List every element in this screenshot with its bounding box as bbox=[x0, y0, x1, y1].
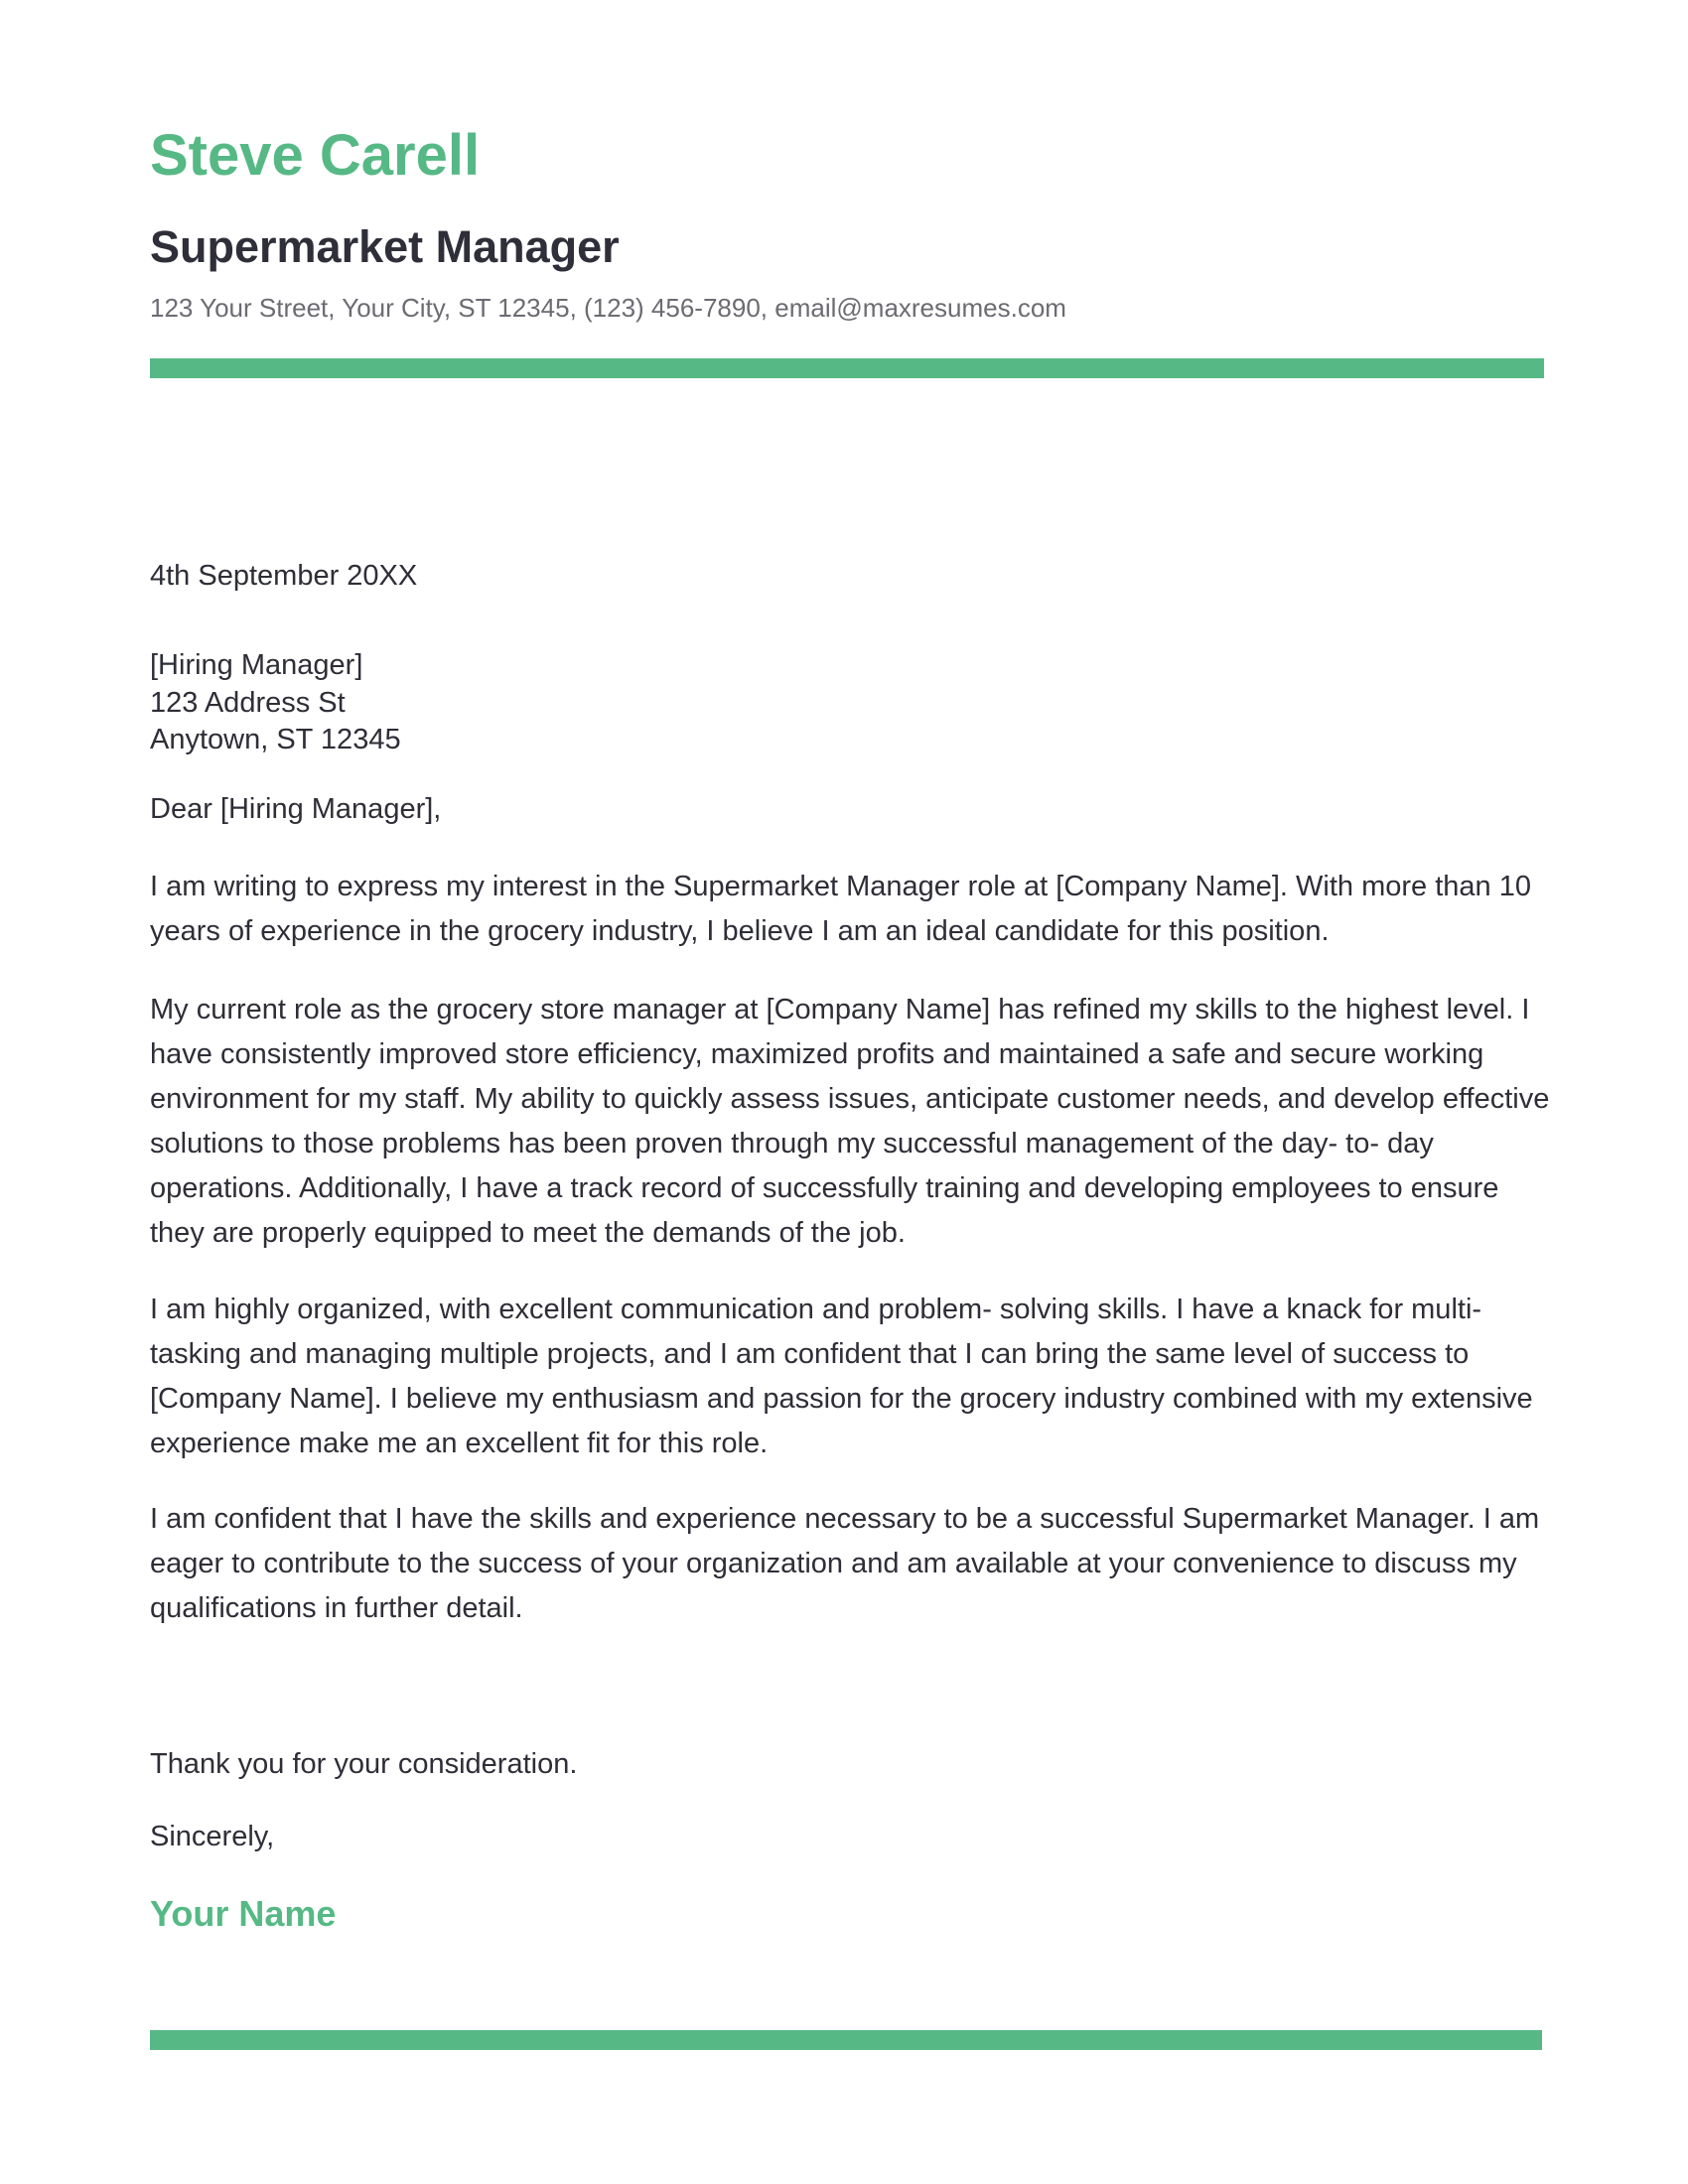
body-paragraph-2: My current role as the grocery store manager at [Company Name] has refined my skills to the highest level. I have consistently improved store efficiency, maximized profits and maintained a safe and secure working environment for my staff. My ability to quickly assess issues, anticipate customer needs, and develop effective solutions to those problems has been proven through my successful management of the day- to- day operations. Additionally, I have a track record of successfully training and developing employees to ensure they are properly equipped to meet the demands of the job. bbox=[150, 994, 1550, 1249]
body-paragraph-3: I am highly organized, with excellent communication and problem- solving skills. I have a knack for multi-tasking and managing multiple projects, and I am confident that I can bring the same level of success to [Company Name]. I believe my enthusiasm and passion for the grocery industry combined with my extensive experience make me an excellent fit for this role. bbox=[150, 1294, 1533, 1459]
thanks-line: Thank you for your consideration. bbox=[150, 1748, 578, 1780]
recipient-block bbox=[150, 647, 1550, 759]
closing-line: Sincerely, bbox=[150, 1821, 275, 1852]
recipient-address-line1: 123 Address St bbox=[150, 686, 346, 719]
body-paragraph-1: I am writing to express my interest in the Supermarket Manager role at [Company Name]. With more than 10 years of experience in the grocery industry, I believe I am an ideal candidate for this position. bbox=[150, 871, 1531, 947]
recipient-address-line2: Anytown, ST 12345 bbox=[150, 724, 401, 755]
job-title: Supermarket Manager bbox=[150, 221, 620, 272]
signature-name: Your Name bbox=[150, 1893, 337, 1934]
contact-info: 123 Your Street, Your City, ST 12345, (123) 456-7890, email@maxresumes.com bbox=[150, 293, 1066, 323]
salutation: Dear [Hiring Manager], bbox=[150, 793, 442, 825]
footer-divider bbox=[150, 2030, 1542, 2050]
body-paragraph-4: I am confident that I have the skills and experience necessary to be a successful Supermarket Manager. I am eager to contribute to the success of your organization and am available at your convenience to discuss my qualifications in further detail. bbox=[150, 1503, 1540, 1624]
header-divider bbox=[150, 358, 1544, 378]
recipient-name: [Hiring Manager] bbox=[150, 649, 363, 681]
letter-date: 4th September 20XX bbox=[150, 560, 418, 592]
applicant-name: Steve Carell bbox=[150, 123, 481, 188]
